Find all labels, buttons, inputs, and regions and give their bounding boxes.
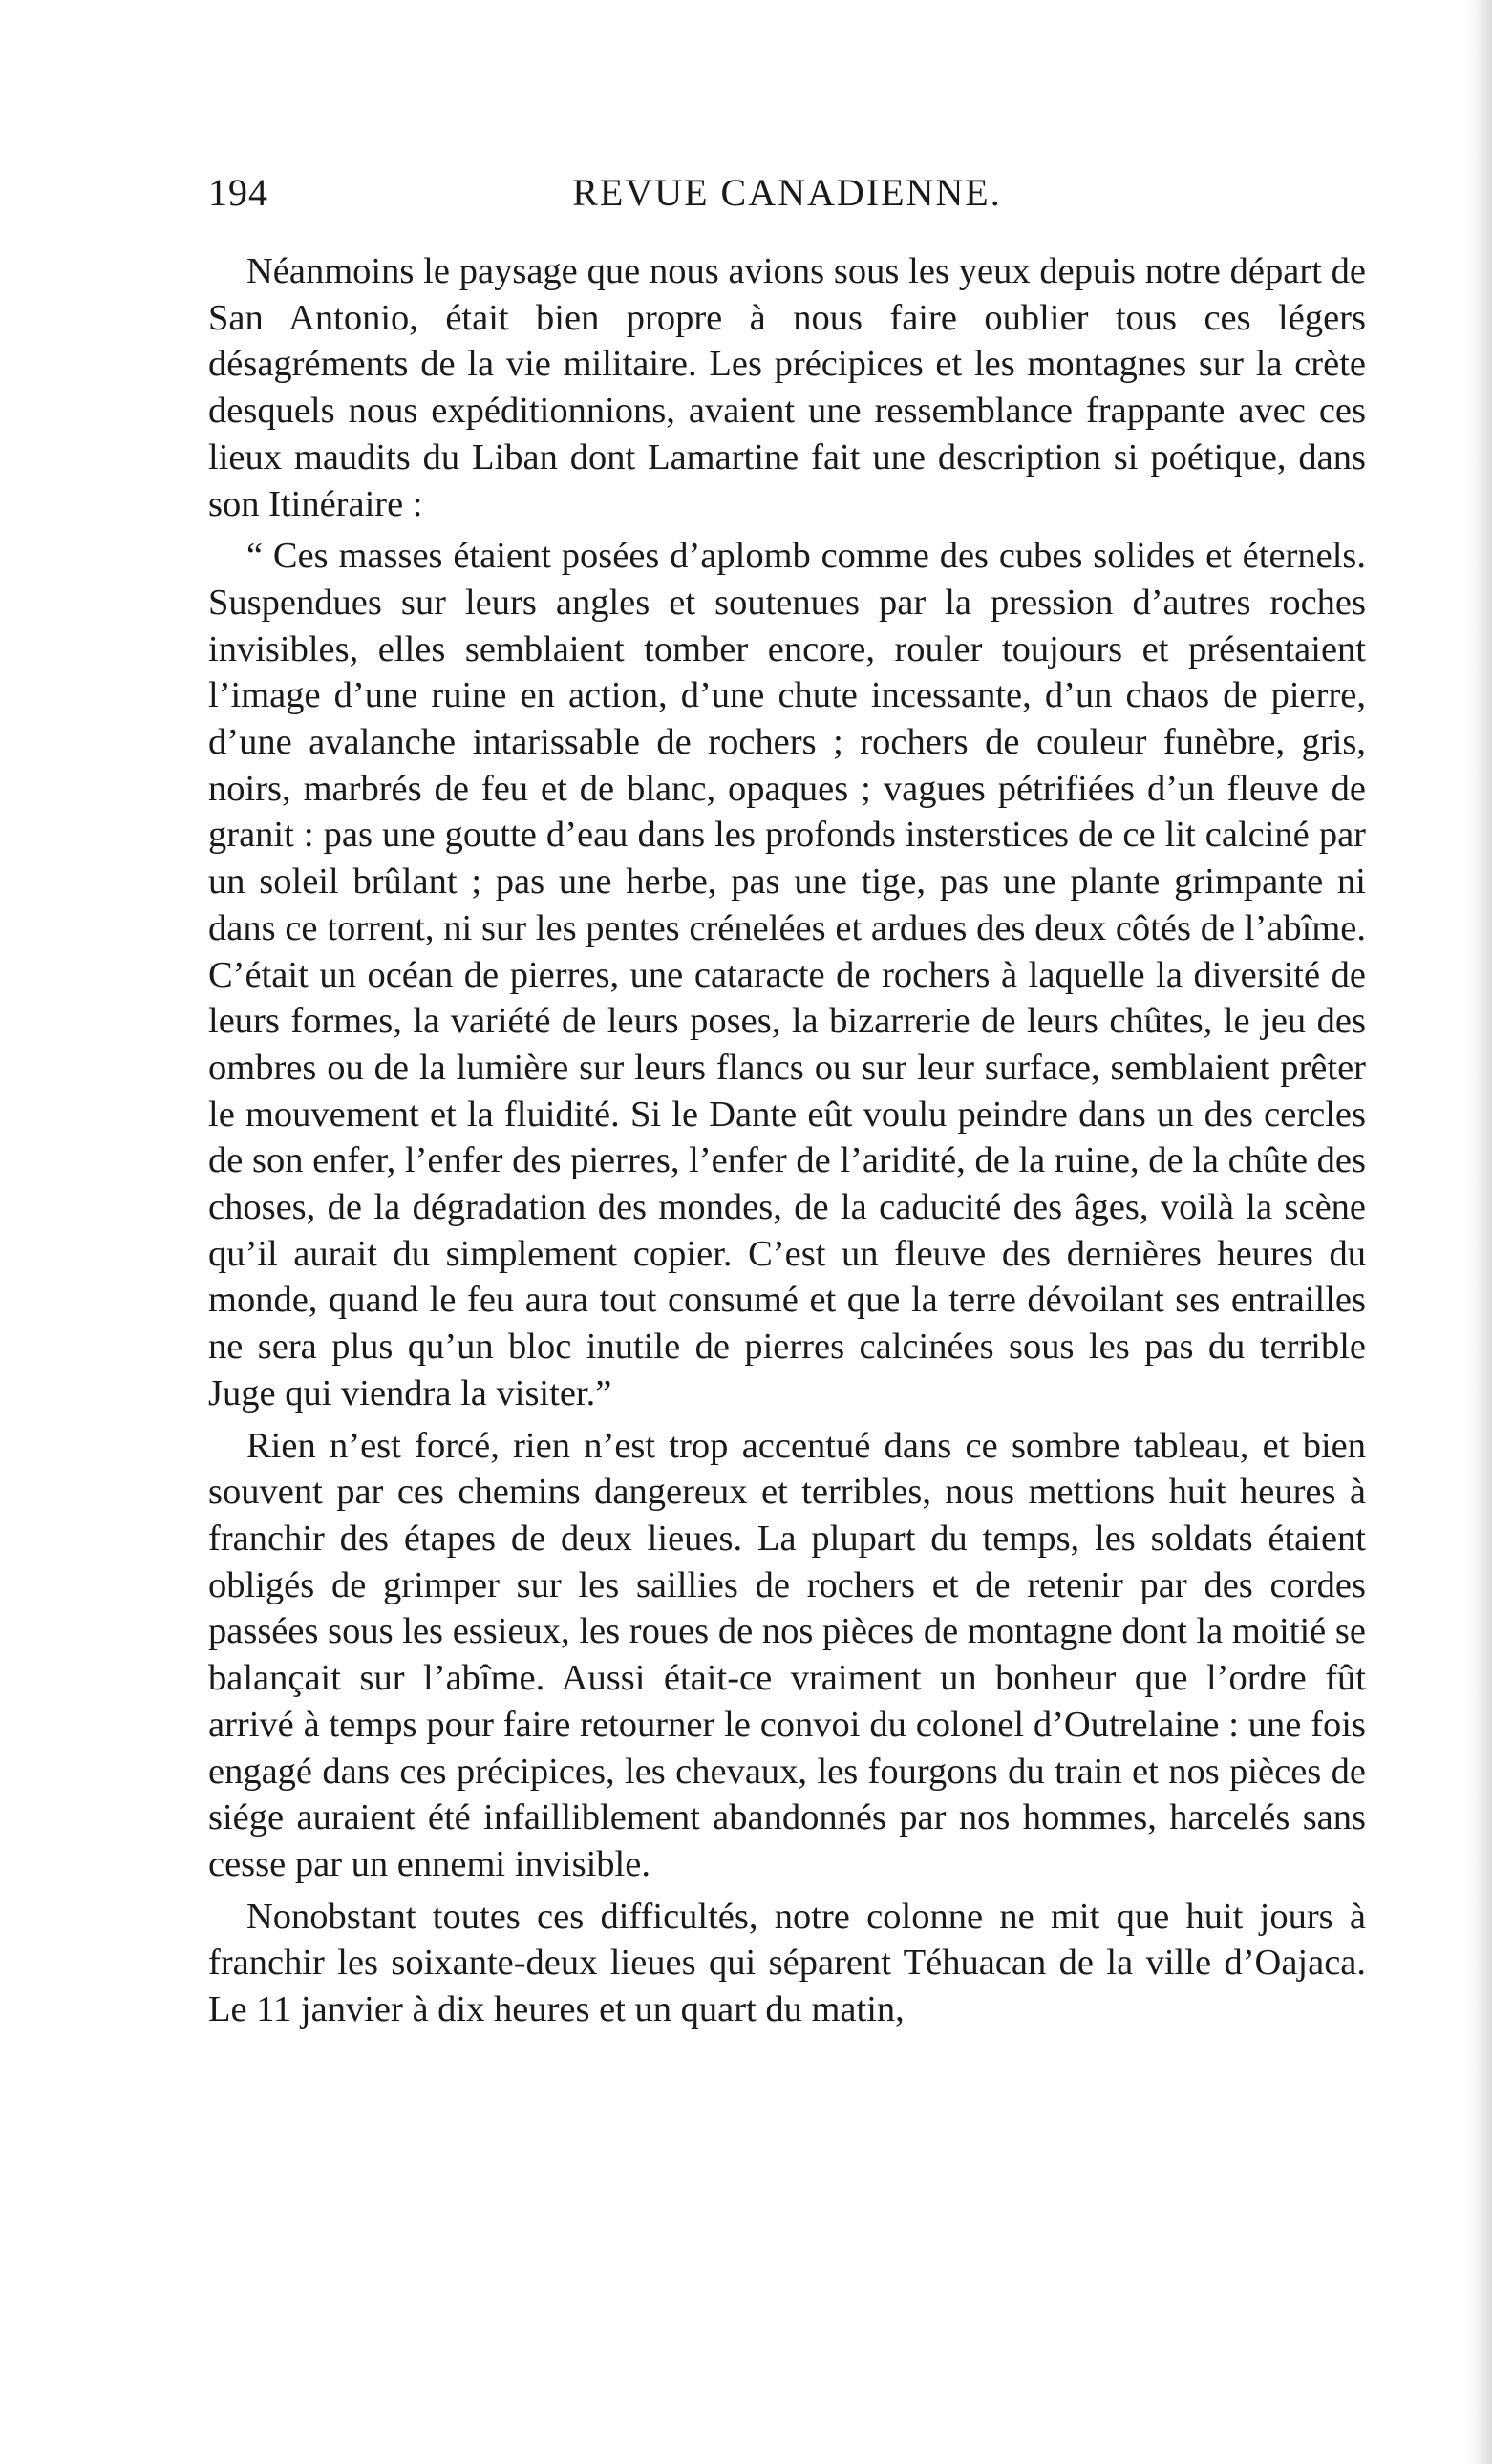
running-title: REVUE CANADIENNE. — [572, 171, 1002, 214]
paragraph-arrival-oajaca: Nonobstant toutes ces difficultés, notre colonne ne mit que huit jours à franchir les soixante-deux lieues qui séparent Téhuacan de la ville d’Oajaca. Le 11 janvier à dix heures et un quart du matin, — [208, 1896, 1366, 2030]
page-number: 194 — [208, 171, 268, 214]
scan-edge-shadow — [1467, 0, 1492, 2464]
paragraph-march-difficulties: Rien n’est forcé, rien n’est trop accentué dans ce sombre tableau, et bien souvent par ces chemins dangereux et terribles, nous mettions huit heures à franchir des étapes de deux lieues. La plupart du temps, les soldats étaient obligés de grimper sur les saillies de rochers et de retenir par des cordes passées sous les essieux, les roues de nos pièces de montagne dont la moitié se balançait sur l’abîme. Aussi était-ce vraiment un bonheur que l’ordre fût arrivé à temps pour faire retourner le convoi du colonel d’Outrelaine : une fois engagé dans ces précipices, les chevaux, les fourgons du train et nos pièces de siége auraient été infailliblement abandonnés par nos hommes, harcelés sans cesse par un ennemi invisible. — [208, 1425, 1366, 1884]
book-page — [208, 170, 1366, 2039]
running-head — [208, 170, 1366, 237]
paragraph-lamartine-quote: “ Ces masses étaient posées d’aplomb comme des cubes solides et éternels. Suspendues sur leurs angles et soutenues par la pression d’autres roches invisibles, elles semblaient tomber encore, rouler toujours et présentaient l’image d’une ruine en action, d’une chute incessante, d’un chaos de pierre, d’une avalanche intarissable de rochers ; rochers de couleur funèbre, gris, noirs, marbrés de feu et de blanc, opaques ; vagues pétrifiées d’un fleuve de granit : pas une goutte d’eau dans les profonds insterstices de ce lit calciné par un soleil brûlant ; pas une herbe, pas une tige, pas une plante grimpante ni dans ce torrent, ni sur les pentes crénelées et ardues des deux côtés de l’abîme. C’était un océan de pierres, une cataracte de rochers à laquelle la diversité de leurs formes, la variété de leurs poses, la bizarrerie de leurs chûtes, le jeu des ombres ou de la lumière sur leurs flancs ou sur leur surface, semblaient prêter le mouvement et la fluidité. Si le Dante eût voulu peindre dans un des cercles de son enfer, l’enfer des pierres, l’enfer de l’aridité, de la ruine, de la chûte des choses, de la dégradation des mondes, de la caducité des âges, voilà la scène qu’il aurait du simplement copier. C’est un fleuve des dernières heures du monde, quand le feu aura tout consumé et que la terre dévoilant ses entrailles ne sera plus qu’un bloc inutile de pierres calcinées sous les pas du terrible Juge qui viendra la visiter.” — [208, 536, 1366, 1413]
paragraph-landscape: Néanmoins le paysage que nous avions sous les yeux depuis notre départ de San Antonio, était bien propre à nous faire oublier tous ces légers désagréments de la vie militaire. Les précipices et les montagnes sur la crète desquels nous expéditionnions, avaient une ressemblance frappante avec ces lieux maudits du Liban dont Lamartine fait une description si poétique, dans son Itinéraire : — [208, 251, 1366, 524]
body-text — [208, 248, 1366, 2033]
